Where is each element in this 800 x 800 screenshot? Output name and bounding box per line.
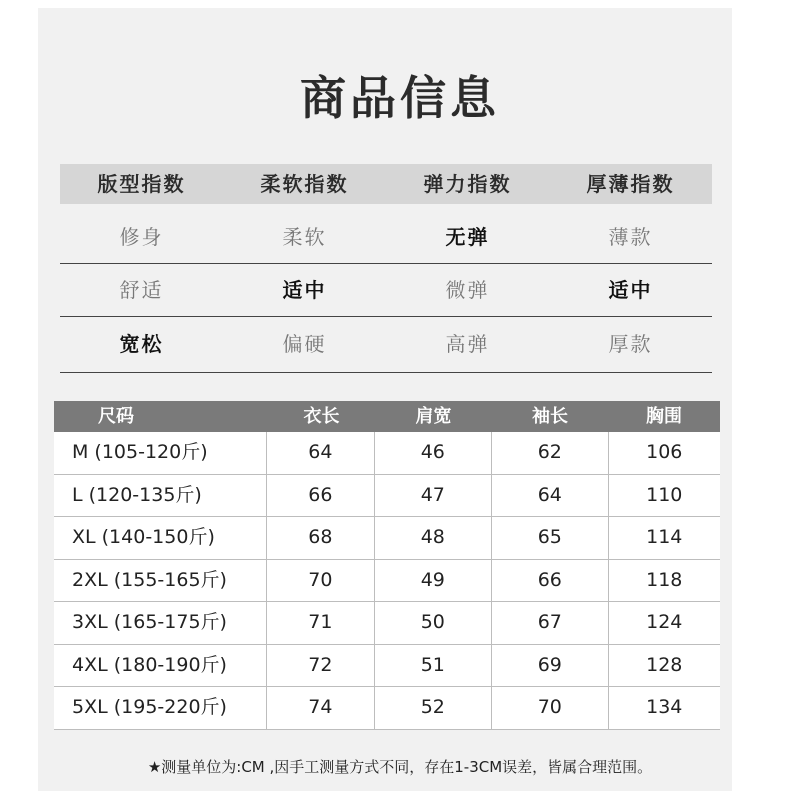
table-row bbox=[54, 517, 720, 560]
size-cell: 4XL (180-190斤) bbox=[54, 645, 267, 687]
measure-cell: 128 bbox=[646, 653, 683, 676]
measure-cell: 74 bbox=[267, 687, 375, 729]
measure-cell: 64 bbox=[492, 475, 608, 517]
size-cell: M (105-120斤) bbox=[54, 432, 267, 474]
attr-option: 舒适 bbox=[119, 278, 164, 302]
attribute-header bbox=[60, 164, 712, 204]
attr-option-selected: 无弹 bbox=[445, 225, 490, 249]
attribute-row bbox=[60, 318, 712, 373]
attr-option-selected: 适中 bbox=[282, 278, 327, 302]
measure-cell: 47 bbox=[375, 475, 492, 517]
measure-cell: 50 bbox=[375, 602, 492, 644]
table-row bbox=[54, 432, 720, 475]
attr-option: 柔软 bbox=[282, 225, 327, 249]
attr-option-selected: 适中 bbox=[608, 278, 653, 302]
page-title: 商品信息 bbox=[300, 71, 500, 125]
measure-cell: 46 bbox=[375, 432, 492, 474]
size-cell: 5XL (195-220斤) bbox=[54, 687, 267, 729]
measure-cell: 71 bbox=[267, 602, 375, 644]
attr-header-softness: 柔软指数 bbox=[260, 172, 349, 196]
measure-cell: 118 bbox=[646, 568, 683, 591]
attr-option: 微弹 bbox=[445, 278, 490, 302]
table-row bbox=[54, 560, 720, 603]
attr-header-elasticity: 弹力指数 bbox=[423, 172, 512, 196]
table-row bbox=[54, 687, 720, 730]
size-cell: 3XL (165-175斤) bbox=[54, 602, 267, 644]
measure-cell: 72 bbox=[267, 645, 375, 687]
table-row bbox=[54, 475, 720, 518]
header-length: 衣长 bbox=[303, 406, 340, 427]
measure-cell: 52 bbox=[375, 687, 492, 729]
attr-option-selected: 宽松 bbox=[119, 332, 164, 356]
measure-cell: 67 bbox=[492, 602, 608, 644]
attr-header-fit: 版型指数 bbox=[97, 172, 186, 196]
header-size: 尺码 bbox=[98, 406, 134, 427]
measure-cell: 70 bbox=[492, 687, 608, 729]
measure-cell: 66 bbox=[267, 475, 375, 517]
attr-header-thickness: 厚薄指数 bbox=[586, 172, 675, 196]
attribute-row bbox=[60, 211, 712, 264]
attr-option: 偏硬 bbox=[282, 332, 327, 356]
measure-cell: 64 bbox=[267, 432, 375, 474]
measure-cell: 62 bbox=[492, 432, 608, 474]
header-chest: 胸围 bbox=[646, 406, 682, 427]
attr-option: 修身 bbox=[119, 225, 164, 249]
attr-option: 高弹 bbox=[445, 332, 490, 356]
measure-cell: 65 bbox=[492, 517, 608, 559]
measure-cell: 106 bbox=[646, 441, 683, 463]
measure-cell: 51 bbox=[375, 645, 492, 687]
measure-cell: 69 bbox=[492, 645, 608, 687]
attr-option: 薄款 bbox=[608, 225, 653, 249]
size-cell: 2XL (155-165斤) bbox=[54, 560, 267, 602]
attribute-row bbox=[60, 264, 712, 317]
measure-cell: 48 bbox=[375, 517, 492, 559]
measure-cell: 110 bbox=[646, 483, 683, 506]
measure-cell: 66 bbox=[492, 560, 608, 602]
size-cell: XL (140-150斤) bbox=[54, 517, 267, 559]
attr-option: 厚款 bbox=[608, 332, 653, 356]
size-table-header bbox=[54, 401, 720, 432]
table-row bbox=[54, 645, 720, 688]
measure-cell: 134 bbox=[646, 696, 683, 718]
measure-cell: 49 bbox=[375, 560, 492, 602]
header-sleeve: 袖长 bbox=[532, 406, 568, 427]
measure-cell: 70 bbox=[267, 560, 375, 602]
measure-cell: 124 bbox=[646, 611, 683, 633]
measure-cell: 114 bbox=[646, 526, 683, 548]
measurement-note: ★测量单位为:CM ,因手工测量方式不同，存在1-3CM误差，皆属合理范围。 bbox=[147, 758, 653, 776]
measure-cell: 68 bbox=[267, 517, 375, 559]
header-shoulder: 肩宽 bbox=[415, 406, 452, 427]
size-table bbox=[54, 401, 720, 730]
size-cell: L (120-135斤) bbox=[54, 475, 267, 517]
table-row bbox=[54, 602, 720, 645]
